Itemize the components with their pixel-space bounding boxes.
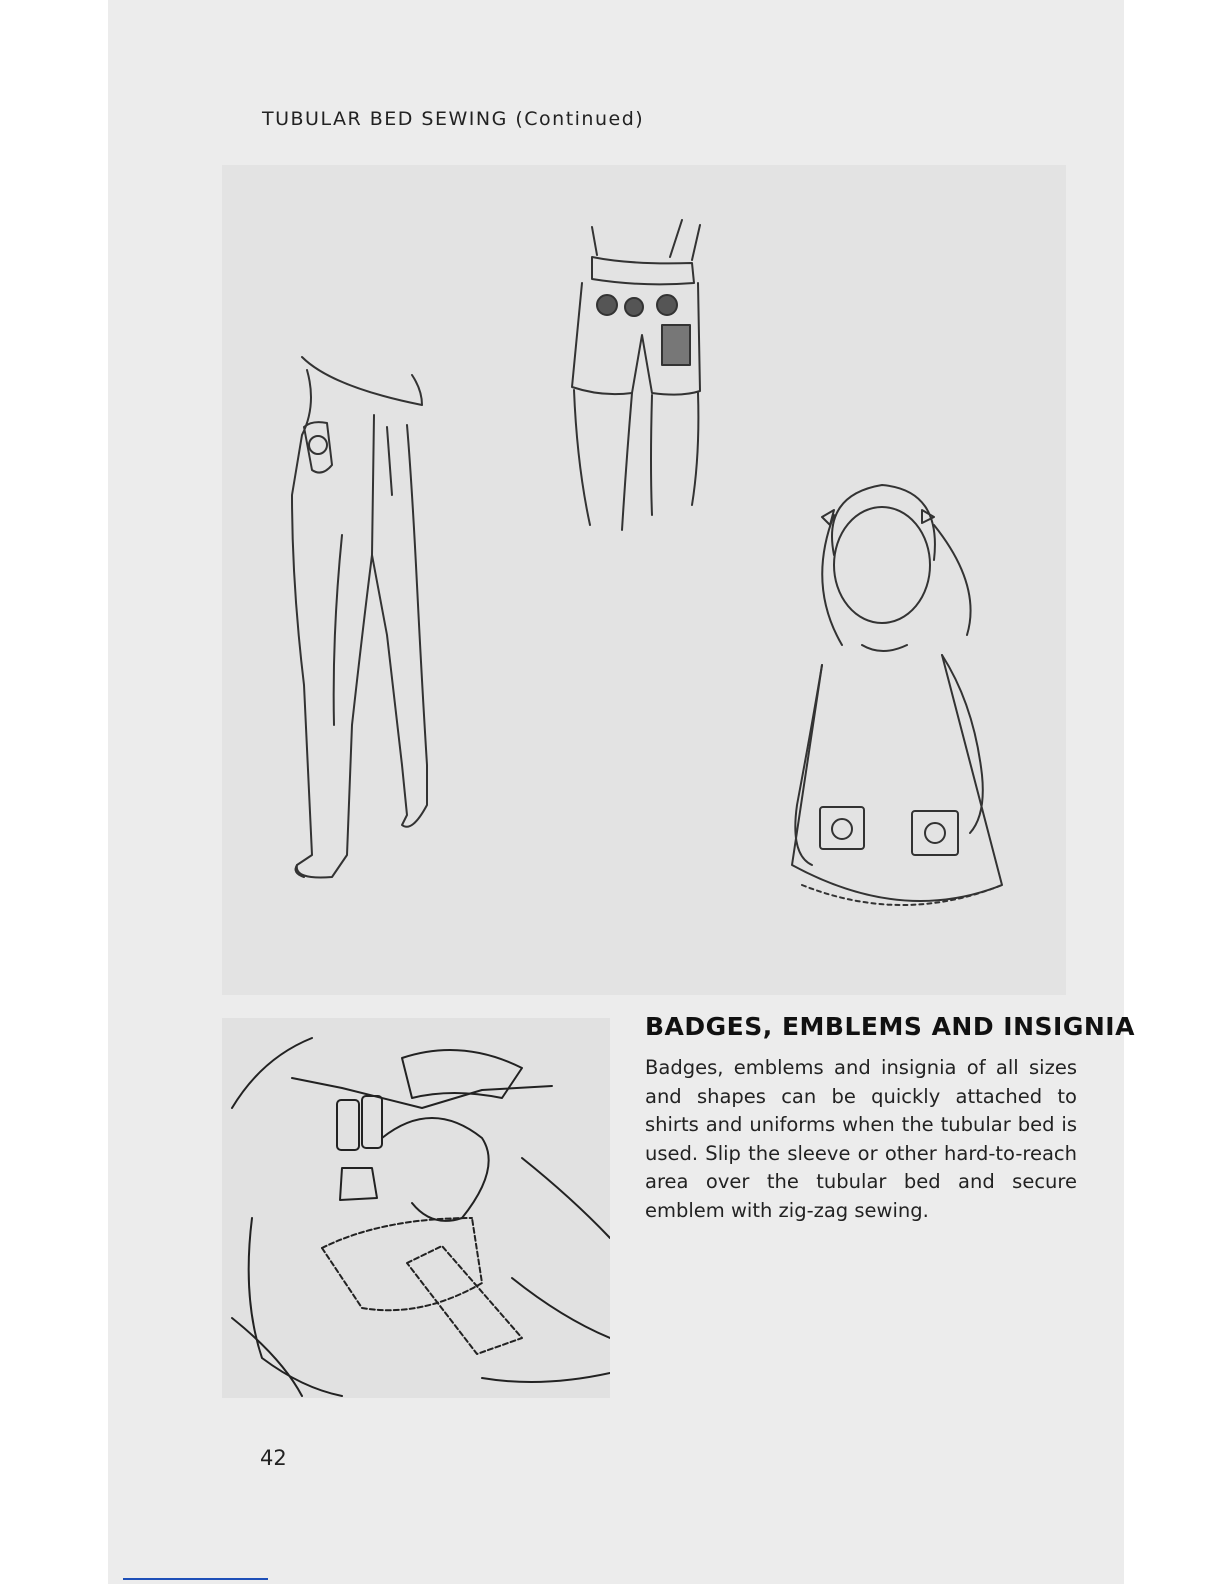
section-heading: BADGES, EMBLEMS AND INSIGNIA <box>645 1012 1135 1041</box>
girl-drawing <box>792 485 1002 905</box>
section-body-text: Badges, emblems and insignia of all sizes and shapes can be quickly attached to shirts and uniforms when the tubular bed is used. Slip the sleeve or other hard-to-reach area over the tubular bed and secure emblem with zig-zag sewing. <box>645 1056 1077 1222</box>
running-head: TUBULAR BED SEWING (Continued) <box>262 108 645 130</box>
trousers-drawing <box>292 357 427 878</box>
scan-edge-line <box>123 1578 268 1580</box>
page-number: 42 <box>260 1446 287 1470</box>
garment-illustrations <box>222 165 1066 995</box>
shorts-drawing <box>572 220 700 530</box>
sewing-emblem-illustration <box>222 1018 610 1398</box>
